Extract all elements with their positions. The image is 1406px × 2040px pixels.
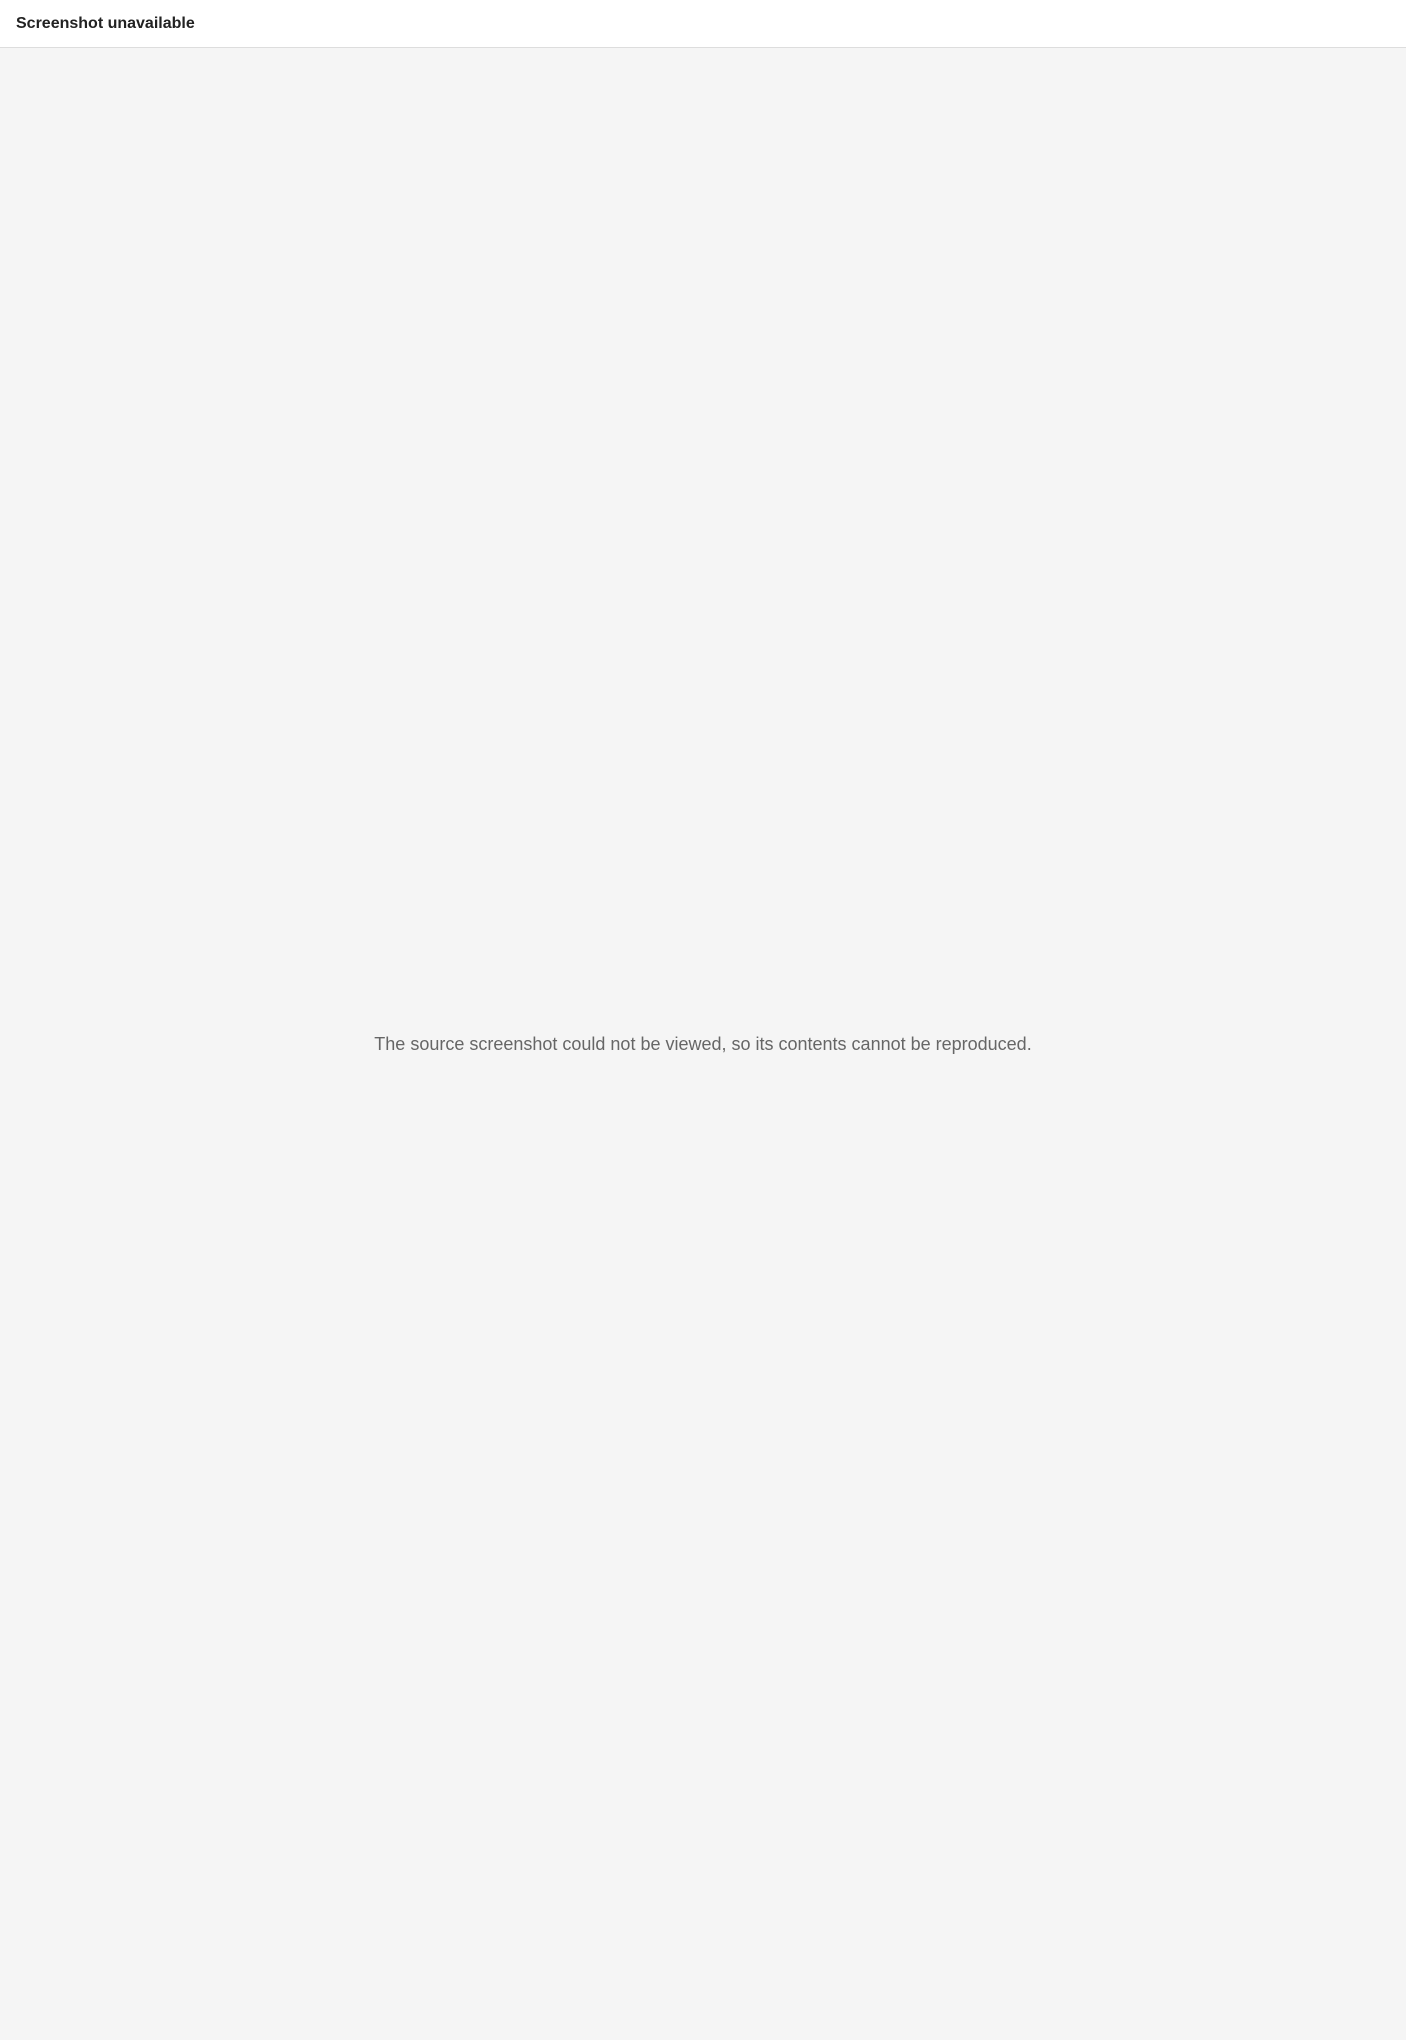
placeholder-message: The source screenshot could not be viewed, so its contents cannot be reproduced. [374,1033,1032,1054]
window-title-bar [0,0,1406,48]
main-content [0,48,1406,2040]
window-title: Screenshot unavailable [16,14,195,32]
